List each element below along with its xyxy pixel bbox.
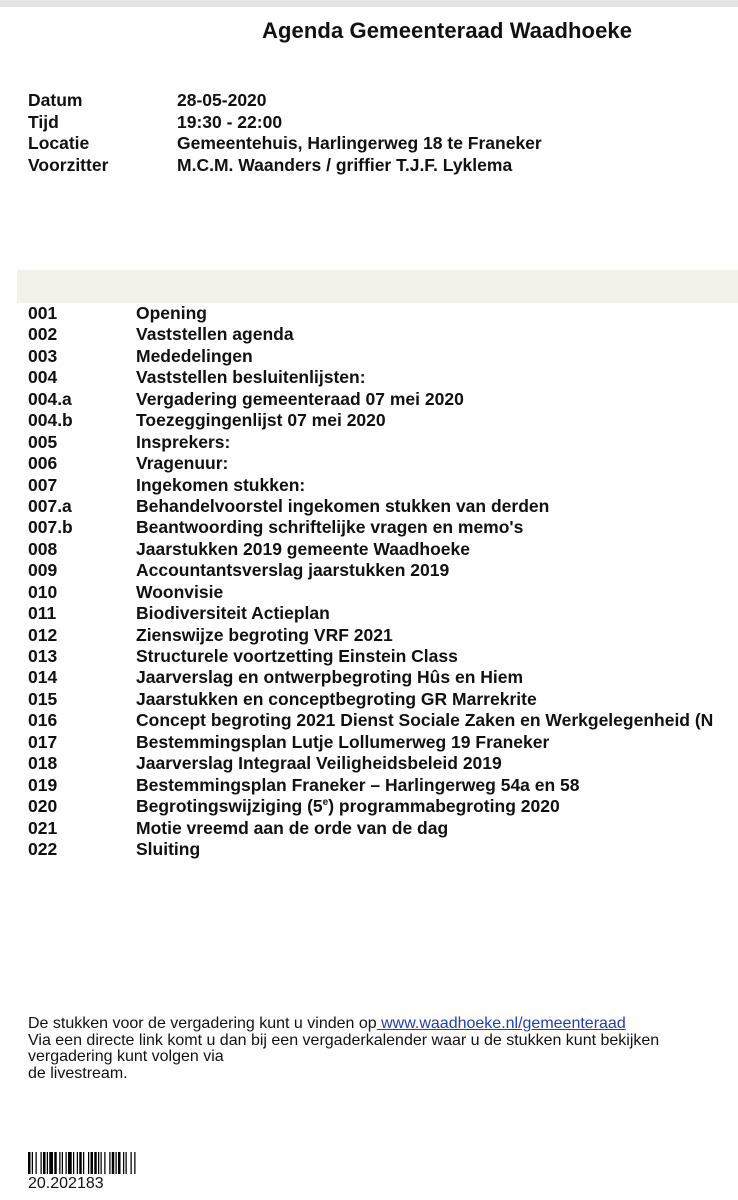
agenda-item <box>28 560 738 581</box>
meta-label: Voorzitter <box>28 154 109 175</box>
agenda-item-number: 021 <box>28 817 58 838</box>
agenda-item-title: Accountantsverslag jaarstukken 2019 <box>136 560 450 581</box>
agenda-item-number: 010 <box>28 581 58 602</box>
agenda-item-title: Concept begroting 2021 Dienst Sociale Zaken en Werkgelegenheid (N <box>136 710 714 731</box>
barcode-bar <box>54 1152 57 1174</box>
website-link[interactable]: www.waadhoeke.nl/gemeenteraad <box>376 1016 626 1032</box>
barcode-bar <box>47 1152 48 1174</box>
agenda-item <box>28 432 738 453</box>
agenda-item <box>28 603 738 624</box>
agenda-item-number: 009 <box>28 560 58 581</box>
barcode-bar <box>68 1152 72 1174</box>
agenda-item-number: 012 <box>28 624 58 645</box>
barcode-bar <box>77 1152 78 1174</box>
agenda-item <box>28 324 738 345</box>
agenda-item <box>28 818 738 839</box>
agenda-item-title <box>136 796 560 817</box>
barcode-bar <box>101 1152 102 1174</box>
barcode-bar <box>123 1152 124 1174</box>
agenda-item-title: Zienswijze begroting VRF 2021 <box>136 624 393 645</box>
barcode-bar <box>109 1152 110 1174</box>
meta-row-date <box>28 90 728 112</box>
agenda-item <box>28 496 738 517</box>
barcode-bar <box>104 1152 105 1174</box>
meta-row-location <box>28 133 728 155</box>
meta-label: Locatie <box>28 133 90 153</box>
barcode-bar <box>91 1152 94 1174</box>
agenda-item-title: Vragenuur: <box>136 453 229 474</box>
barcode-bar <box>88 1152 89 1174</box>
agenda-item <box>28 667 738 688</box>
meta-label: Datum <box>28 90 83 110</box>
agenda-item-title: Behandelvoorstel ingekomen stukken van derden <box>136 495 550 516</box>
agenda-item <box>28 775 738 796</box>
barcode-bar <box>41 1152 42 1174</box>
agenda-item <box>28 732 738 753</box>
agenda-item <box>28 517 738 538</box>
footer-note <box>28 1016 738 1082</box>
meta-row-time <box>28 112 728 134</box>
agenda-item-title: Vaststellen agenda <box>136 324 294 345</box>
barcode-image <box>28 1152 178 1174</box>
agenda-item-title: Opening <box>136 303 207 323</box>
agenda-item-title: Bestemmingsplan Franeker – Harlingerweg 54a en 58 <box>136 774 580 795</box>
footer-line-1 <box>28 1016 738 1033</box>
agenda-item <box>28 646 738 667</box>
barcode-bar <box>62 1152 63 1174</box>
agenda-item-number: 011 <box>28 603 57 624</box>
footer-text: De stukken voor de vergadering kunt u vinden op <box>28 1016 377 1032</box>
footer-line-4: de livestream. <box>28 1065 128 1082</box>
agenda-item-title: Jaarstukken en conceptbegroting GR Marrekrite <box>136 688 537 709</box>
barcode-bar <box>59 1152 60 1174</box>
barcode-bar <box>116 1152 117 1174</box>
agenda-item-title: Biodiversiteit Actieplan <box>136 603 330 624</box>
agenda-item-number: 001 <box>28 303 58 323</box>
agenda-item <box>28 453 738 474</box>
barcode-bar <box>131 1152 132 1174</box>
barcode-bar <box>79 1152 82 1174</box>
barcode-bar <box>43 1152 46 1174</box>
superscript-e: e <box>322 797 329 809</box>
agenda-item-title: Jaarverslag en ontwerpbegroting Hûs en Hiem <box>136 667 524 688</box>
agenda-item-title: Vergadering gemeenteraad 07 mei 2020 <box>136 388 464 409</box>
meta-value: Gemeentehuis, Harlingerweg 18 te Franeker <box>177 133 542 153</box>
meta-value: 19:30 - 22:00 <box>177 111 283 132</box>
agenda-item-number: 002 <box>28 324 58 345</box>
section-band <box>17 270 738 303</box>
agenda-item <box>28 753 738 774</box>
barcode-bar <box>66 1152 67 1174</box>
agenda-item-number: 007.a <box>28 495 72 516</box>
agenda-item-number: 003 <box>28 345 58 366</box>
barcode-bar <box>126 1152 127 1174</box>
barcode-bar <box>28 1152 31 1174</box>
agenda-item-number: 005 <box>28 431 58 452</box>
agenda-item <box>28 367 738 388</box>
agenda-item <box>28 839 738 860</box>
page-title: Agenda Gemeenteraad Waadhoeke <box>262 18 633 43</box>
barcode-number: 20.202183 <box>28 1175 104 1192</box>
agenda-item-number: 016 <box>28 710 58 731</box>
agenda-item <box>28 582 738 603</box>
barcode-bar <box>134 1152 135 1174</box>
agenda-list <box>28 303 738 860</box>
agenda-item <box>28 796 738 817</box>
agenda-item-title: Ingekomen stukken: <box>136 474 306 495</box>
barcode-bar <box>98 1152 99 1174</box>
agenda-item-number: 015 <box>28 688 58 709</box>
agenda-item-title: Toezeggingenlijst 07 mei 2020 <box>136 410 386 431</box>
barcode-bar <box>83 1152 84 1174</box>
agenda-item <box>28 539 738 560</box>
agenda-item-title-part: ) programmabegroting 2020 <box>328 796 560 817</box>
barcode-bar <box>73 1152 74 1174</box>
agenda-item-number: 018 <box>28 753 58 774</box>
meeting-details <box>28 90 728 176</box>
agenda-item-number: 013 <box>28 646 58 666</box>
agenda-item-number: 007.b <box>28 517 73 538</box>
meta-value: 28-05-2020 <box>177 90 267 110</box>
agenda-item-number: 006 <box>28 453 58 474</box>
meta-row-chair <box>28 155 728 177</box>
agenda-item-title: Motie vreemd aan de orde van de dag <box>136 817 449 838</box>
barcode-bar <box>94 1152 97 1174</box>
agenda-item-title: Structurele voortzetting Einstein Class <box>136 646 458 666</box>
agenda-item-title: Jaarstukken 2019 gemeente Waadhoeke <box>136 538 470 559</box>
barcode-bar <box>36 1152 37 1174</box>
footer-line-3: vergadering kunt volgen via <box>28 1049 224 1065</box>
top-edge <box>0 0 738 7</box>
agenda-item <box>28 389 738 410</box>
meta-value: M.C.M. Waanders / griffier T.J.F. Lyklema <box>177 154 513 175</box>
agenda-item-number: 019 <box>28 774 58 795</box>
barcode-bar <box>32 1152 33 1174</box>
agenda-item <box>28 625 738 646</box>
agenda-item-title: Vaststellen besluitenlijsten: <box>136 367 366 388</box>
agenda-item-number: 004.a <box>28 388 72 409</box>
agenda-item-title: Beantwoording schriftelijke vragen en memo's <box>136 517 524 538</box>
agenda-item-title: Bestemmingsplan Lutje Lollumerweg 19 Franeker <box>136 731 550 752</box>
agenda-item <box>28 410 738 431</box>
agenda-item-number: 007 <box>28 474 58 495</box>
agenda-item <box>28 346 738 367</box>
barcode-bar <box>49 1152 53 1174</box>
agenda-item-number: 004.b <box>28 410 73 431</box>
meta-label: Tijd <box>28 111 59 132</box>
barcode-bar <box>112 1152 115 1174</box>
agenda-item-title: Jaarverslag Integraal Veiligheidsbeleid 2019 <box>136 753 502 774</box>
agenda-item-title: Woonvisie <box>136 581 224 602</box>
agenda-item-number: 014 <box>28 667 58 688</box>
agenda-item-title: Insprekers: <box>136 431 231 452</box>
agenda-item-number: 022 <box>28 838 58 859</box>
agenda-item-number: 008 <box>28 538 58 559</box>
agenda-item <box>28 475 738 496</box>
agenda-item-number: 020 <box>28 796 58 817</box>
agenda-item <box>28 689 738 710</box>
agenda-item-title-part: Begrotingswijziging (5 <box>136 796 323 817</box>
agenda-item <box>28 303 738 324</box>
agenda-item-title: Sluiting <box>136 838 201 859</box>
agenda-item-number: 004 <box>28 367 58 388</box>
agenda-item-title: Mededelingen <box>136 345 253 366</box>
agenda-item <box>28 710 738 731</box>
footer-line-2: Via een directe link komt u dan bij een vergaderkalender waar u de stukken kunt bekijken <box>28 1032 660 1049</box>
agenda-item-number: 017 <box>28 731 58 752</box>
barcode-bar <box>118 1152 121 1174</box>
